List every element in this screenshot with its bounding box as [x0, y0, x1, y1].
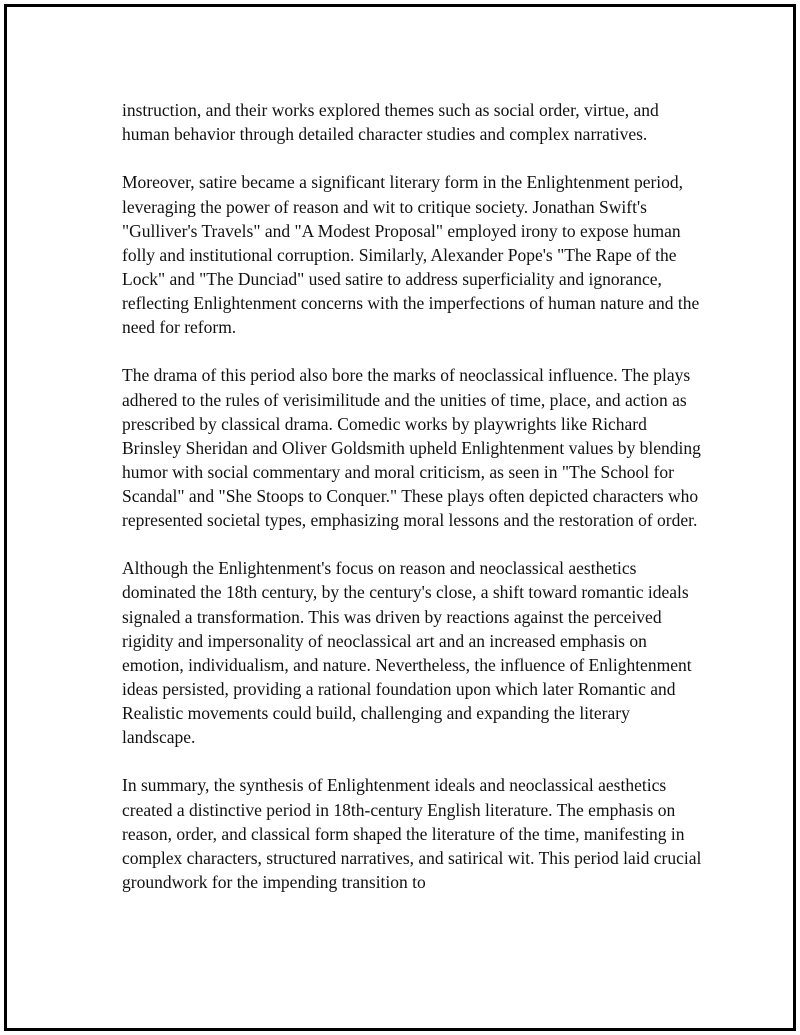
- paragraph: The drama of this period also bore the marks of neoclassical influence. The plays adhered to the rules of verisimilitude and the unities of time, place, and action as prescribed by classical drama. Comedic works by playwrights like Richard Brinsley Sheridan and Oliver Goldsmith upheld Enlightenment values by blending humor with social commentary and moral criticism, as seen in "The School for Scandal" and "She Stoops to Conquer." These plays often depicted characters who represented societal types, emphasizing moral lessons and the restoration of order.: [122, 365, 701, 530]
- document-body: [122, 98, 702, 894]
- document-page: [4, 4, 796, 1031]
- paragraph: Although the Enlightenment's focus on reason and neoclassical aesthetics dominated the 18th century, by the century's close, a shift toward romantic ideals signaled a transformation. This was driven by reactions against the perceived rigidity and impersonality of neoclassical art and an increased emphasis on emotion, individualism, and nature. Nevertheless, the influence of Enlightenment ideas persisted, providing a rational foundation upon which later Romantic and Realistic movements could build, challenging and expanding the literary landscape.: [122, 558, 692, 748]
- paragraph: In summary, the synthesis of Enlightenment ideals and neoclassical aesthetics created a distinctive period in 18th-century English literature. The emphasis on reason, order, and classical form shaped the literature of the time, manifesting in complex characters, structured narratives, and satirical wit. This period laid crucial groundwork for the impending transition to: [122, 775, 702, 892]
- paragraph: instruction, and their works explored themes such as social order, virtue, and human behavior through detailed character studies and complex narratives.: [122, 100, 659, 145]
- paragraph: Moreover, satire became a significant literary form in the Enlightenment period, leveraging the power of reason and wit to critique society. Jonathan Swift's "Gulliver's Travels" and "A Modest Proposal" employed irony to expose human folly and institutional corruption. Similarly, Alexander Pope's "The Rape of the Lock" and "The Dunciad" used satire to address superficiality and ignorance, reflecting Enlightenment concerns with the imperfections of human nature and the need for reform.: [122, 172, 700, 338]
